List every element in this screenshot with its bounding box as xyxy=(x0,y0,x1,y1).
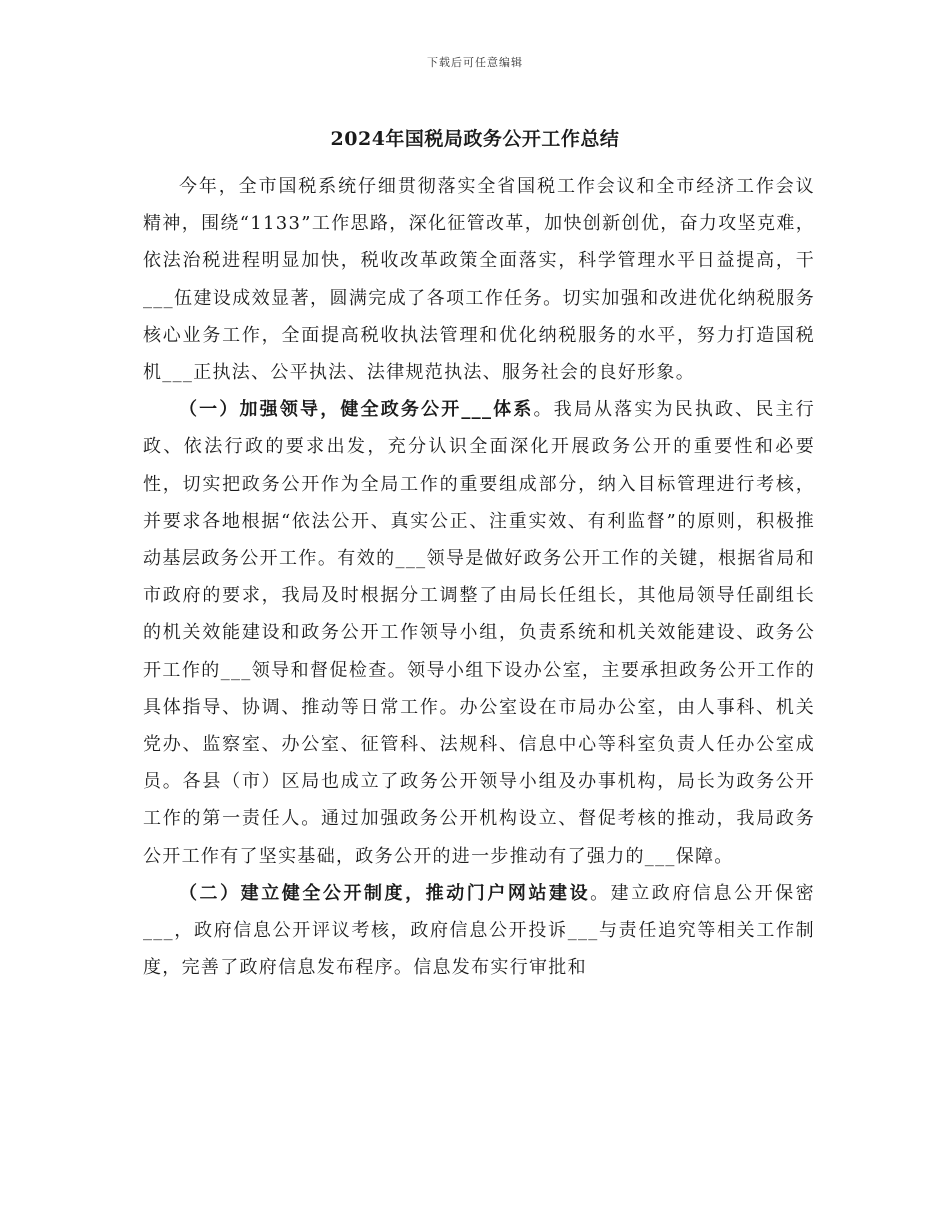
page-header-note: 下载后可任意编辑 xyxy=(427,56,523,69)
section-heading: （一）加强领导，健全政务公开___体系 xyxy=(179,399,534,421)
paragraph-section-2 xyxy=(143,875,815,987)
paragraph-intro xyxy=(143,168,815,391)
document-title: 2024年国税局政务公开工作总结 xyxy=(330,128,620,150)
paragraph-text: 。建立政府信息公开保密___，政府信息公开评议考核，政府信息公开投诉___与责任追究等相关工作制度，完善了政府信息发布程序。信息发布实行审批和 xyxy=(143,882,815,979)
section-heading: （二）建立健全公开制度，推动门户网站建设 xyxy=(179,882,591,904)
paragraph-text: 。我局从落实为民执政、民主行政、依法行政的要求出发，充分认识全面深化开展政务公开的重要性和必要性，切实把政务公开作为全局工作的重要组成部分，纳入目标管理进行考核，并要求各地根据“依法公开、真实公正、注重实效、有利监督”的原则，积极推动基层政务公开工作。有效的___领导是做好政务公开工作的关键，根据省局和市政府的要求，我局及时根据分工调整了由局长任组长，其他局领导任副组长的机关效能建设和政务公开工作领导小组，负责系统和机关效能建设、政务公开工作的___领导和督促检查。领导小组下设办公室，主要承担政务公开工作的具体指导、协调、推动等日常工作。办公室设在市局办公室，由人事科、机关党办、监察室、办公室、征管科、法规科、信息中心等科室负责人任办公室成员。各县（市）区局也成立了政务公开领导小组及办事机构，局长为政务公开工作的第一责任人。通过加强政务公开机构设立、督促考核的推动，我局政务公开工作有了坚实基础，政务公开的进一步推动有了强力的___保障。 xyxy=(143,399,815,867)
document-body xyxy=(143,168,815,986)
paragraph-section-1 xyxy=(143,391,815,875)
paragraph-text: 今年，全市国税系统仔细贯彻落实全省国税工作会议和全市经济工作会议精神，围绕“1133”工作思路，深化征管改革，加快创新创优，奋力攻坚克难，依法治税进程明显加快，税收改革政策全面落实，科学管理水平日益提高，干___伍建设成效显著，圆满完成了各项工作任务。切实加强和改进优化纳税服务核心业务工作，全面提高税收执法管理和优化纳税服务的水平，努力打造国税机___正执法、公平执法、法律规范执法、服务社会的良好形象。 xyxy=(143,176,815,384)
